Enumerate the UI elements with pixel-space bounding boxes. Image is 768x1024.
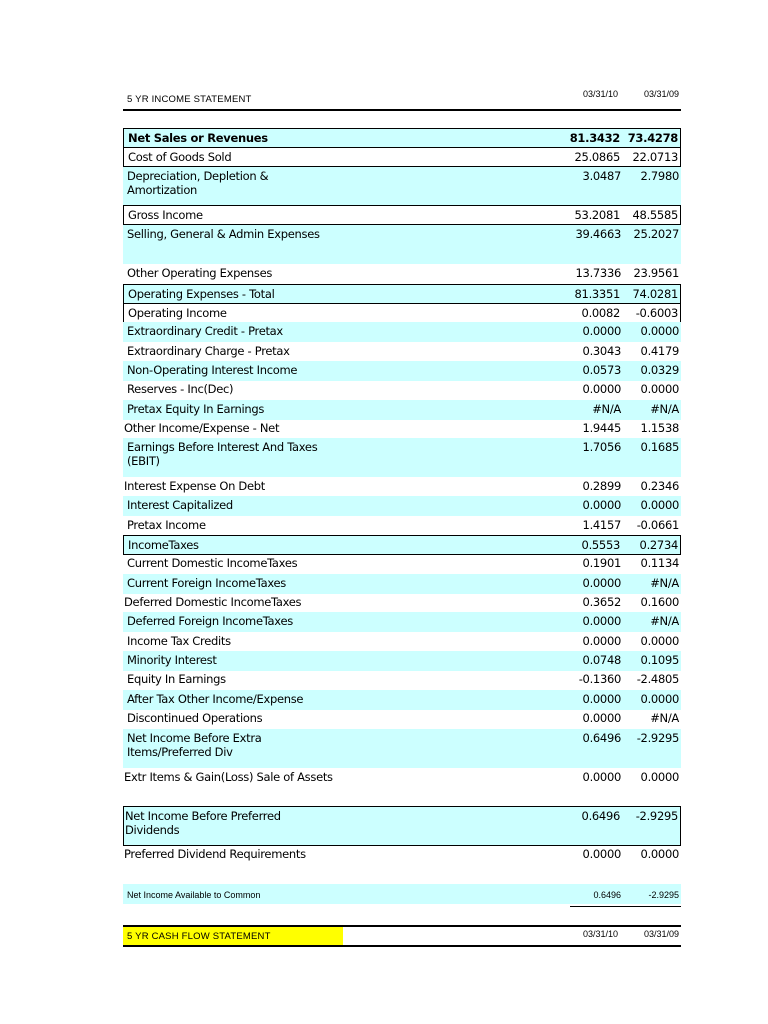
- row-label: Interest Expense On Debt: [124, 479, 265, 493]
- row-value-1: -0.1360: [578, 672, 621, 686]
- row-value-1: 0.3652: [582, 595, 621, 609]
- table-row: [123, 845, 681, 884]
- row-value-2: 0.0000: [640, 692, 679, 706]
- row-value-1: 0.2899: [582, 479, 621, 493]
- row-label: IncomeTaxes: [128, 538, 199, 552]
- row-value-2: 0.0329: [640, 363, 679, 377]
- row-value-1: 0.3043: [582, 344, 621, 358]
- row-value-2: 0.2734: [639, 538, 678, 552]
- row-label: Extr Items & Gain(Loss) Sale of Assets: [124, 770, 333, 784]
- row-value-1: 13.7336: [575, 266, 621, 280]
- row-label: Discontinued Operations: [127, 711, 263, 725]
- row-value-2: -2.4805: [636, 672, 679, 686]
- table-row: [123, 593, 681, 613]
- row-label: Pretax Equity In Earnings: [127, 402, 265, 416]
- table-row: [123, 729, 681, 768]
- income-date-1: 03/31/10: [582, 89, 618, 99]
- row-label: Interest Capitalized: [127, 498, 233, 512]
- table-row: [123, 806, 681, 846]
- table-row: [123, 554, 681, 574]
- table-row: [123, 690, 681, 710]
- row-value-1: 1.9445: [582, 421, 621, 435]
- row-label: Equity In Earnings: [127, 672, 226, 686]
- header-divider: [123, 109, 681, 111]
- row-label: Depreciation, Depletion & Amortization: [127, 169, 269, 197]
- row-value-1: 0.0000: [582, 770, 621, 784]
- row-value-1: 0.6496: [581, 809, 620, 823]
- table-row: [123, 651, 681, 671]
- row-value-2: 0.0000: [640, 498, 679, 512]
- row-label: Selling, General & Admin Expenses: [127, 227, 320, 241]
- row-label: Income Tax Credits: [127, 634, 231, 648]
- row-value-2: 0.0000: [640, 634, 679, 648]
- row-label: Reserves - Inc(Dec): [127, 382, 234, 396]
- income-statement-header: [123, 91, 681, 109]
- row-label: After Tax Other Income/Expense: [127, 692, 304, 706]
- row-value-1: 0.0000: [582, 576, 621, 590]
- row-value-2: -2.9295: [648, 890, 679, 900]
- row-value-1: 0.0000: [582, 324, 621, 338]
- table-row: [123, 205, 681, 225]
- row-label: Non-Operating Interest Income: [127, 363, 298, 377]
- row-label: Earnings Before Interest And Taxes (EBIT): [127, 440, 318, 468]
- row-label: Current Foreign IncomeTaxes: [127, 576, 286, 590]
- table-row: [123, 496, 681, 516]
- row-value-1: 39.4663: [575, 227, 621, 241]
- row-value-1: 1.7056: [582, 440, 621, 454]
- row-label: Pretax Income: [127, 518, 206, 532]
- row-value-2: 0.0000: [640, 770, 679, 784]
- income-statement-title: 5 YR INCOME STATEMENT: [127, 94, 252, 105]
- cashflow-date-2: 03/31/09: [643, 929, 679, 939]
- table-row: [123, 535, 681, 555]
- row-value-2: 25.2027: [633, 227, 679, 241]
- row-value-2: -2.9295: [636, 731, 679, 745]
- row-label: Other Income/Expense - Net: [124, 421, 280, 435]
- row-value-1: 0.0082: [581, 306, 620, 320]
- row-label: Net Income Available to Common: [127, 890, 261, 900]
- row-value-2: 0.1134: [640, 556, 679, 570]
- row-value-2: 22.0713: [632, 150, 678, 164]
- row-value-1: #N/A: [592, 402, 621, 416]
- row-value-2: 23.9561: [633, 266, 679, 280]
- table-row: [123, 225, 681, 264]
- row-value-1: 0.0748: [582, 653, 621, 667]
- total-underline: [570, 906, 681, 907]
- row-value-1: 0.6496: [582, 731, 621, 745]
- row-value-1: 81.3432: [569, 131, 620, 145]
- row-value-1: 53.2081: [574, 208, 620, 222]
- row-value-2: 74.0281: [632, 287, 678, 301]
- row-label: Net Sales or Revenues: [128, 131, 268, 145]
- row-value-1: 25.0865: [574, 150, 620, 164]
- table-row: [123, 128, 681, 148]
- row-label: Gross Income: [128, 208, 203, 222]
- row-value-2: 0.0000: [640, 847, 679, 861]
- row-value-1: 1.4157: [582, 518, 621, 532]
- row-label: Net Income Before Preferred Dividends: [125, 809, 281, 837]
- row-value-1: 0.0573: [582, 363, 621, 377]
- table-row: [123, 438, 681, 477]
- row-value-2: -0.0661: [636, 518, 679, 532]
- row-value-2: 0.4179: [640, 344, 679, 358]
- row-value-1: 0.0000: [582, 634, 621, 648]
- table-row: [123, 477, 681, 497]
- row-value-1: 0.6496: [593, 890, 621, 900]
- row-label: Net Income Before Extra Items/Preferred Div: [127, 731, 262, 759]
- row-value-1: 0.0000: [582, 847, 621, 861]
- table-row: [123, 574, 681, 594]
- row-value-2: 0.2346: [640, 479, 679, 493]
- table-row: [123, 768, 681, 807]
- row-value-2: 0.1095: [640, 653, 679, 667]
- row-value-2: 48.5585: [632, 208, 678, 222]
- row-label: Extraordinary Credit - Pretax: [127, 324, 283, 338]
- row-value-2: #N/A: [650, 614, 679, 628]
- row-value-2: 0.1685: [640, 440, 679, 454]
- row-value-1: 0.0000: [582, 692, 621, 706]
- row-value-2: 0.0000: [640, 382, 679, 396]
- row-value-1: 0.5553: [581, 538, 620, 552]
- row-value-2: #N/A: [650, 576, 679, 590]
- row-label: Operating Income: [128, 306, 227, 320]
- row-value-1: 0.1901: [582, 556, 621, 570]
- row-value-2: 0.0000: [640, 324, 679, 338]
- table-row: [123, 284, 681, 304]
- cashflow-title: 5 YR CASH FLOW STATEMENT: [127, 931, 271, 942]
- row-value-2: #N/A: [650, 711, 679, 725]
- table-row: [123, 303, 681, 323]
- table-row: [123, 147, 681, 167]
- row-value-1: 0.0000: [582, 614, 621, 628]
- table-row: [123, 612, 681, 632]
- row-label: Current Domestic IncomeTaxes: [127, 556, 298, 570]
- table-row: [123, 342, 681, 362]
- table-row: [123, 264, 681, 284]
- table-row: [123, 516, 681, 536]
- row-value-1: 3.0487: [582, 169, 621, 183]
- cashflow-date-1: 03/31/10: [582, 929, 618, 939]
- row-value-2: 73.4278: [627, 131, 678, 145]
- row-value-2: -2.9295: [635, 809, 678, 823]
- row-value-2: 1.1538: [640, 421, 679, 435]
- row-value-1: 81.3351: [574, 287, 620, 301]
- row-value-2: #N/A: [650, 402, 679, 416]
- row-value-2: -0.6003: [635, 306, 678, 320]
- row-label: Other Operating Expenses: [127, 266, 273, 280]
- table-row: [123, 884, 681, 904]
- row-label: Preferred Dividend Requirements: [124, 847, 306, 861]
- income-statement-sheet: [123, 0, 681, 1024]
- row-label: Operating Expenses - Total: [128, 287, 275, 301]
- income-date-2: 03/31/09: [643, 89, 679, 99]
- row-label: Cost of Goods Sold: [128, 150, 232, 164]
- table-row: [123, 709, 681, 729]
- table-row: [123, 632, 681, 652]
- table-row: [123, 419, 681, 439]
- row-label: Deferred Foreign IncomeTaxes: [127, 614, 293, 628]
- row-label: Extraordinary Charge - Pretax: [127, 344, 290, 358]
- row-value-1: 0.0000: [582, 382, 621, 396]
- row-value-2: 0.1600: [640, 595, 679, 609]
- table-row: [123, 670, 681, 690]
- row-label: Minority Interest: [127, 653, 217, 667]
- table-row: [123, 400, 681, 420]
- row-value-1: 0.0000: [582, 498, 621, 512]
- row-label: Deferred Domestic IncomeTaxes: [124, 595, 302, 609]
- table-row: [123, 361, 681, 381]
- row-value-1: 0.0000: [582, 711, 621, 725]
- table-row: [123, 380, 681, 400]
- cashflow-header: [123, 928, 681, 946]
- table-row: [123, 167, 681, 205]
- row-value-2: 2.7980: [640, 169, 679, 183]
- table-row: [123, 322, 681, 342]
- cashflow-divider: [123, 945, 681, 947]
